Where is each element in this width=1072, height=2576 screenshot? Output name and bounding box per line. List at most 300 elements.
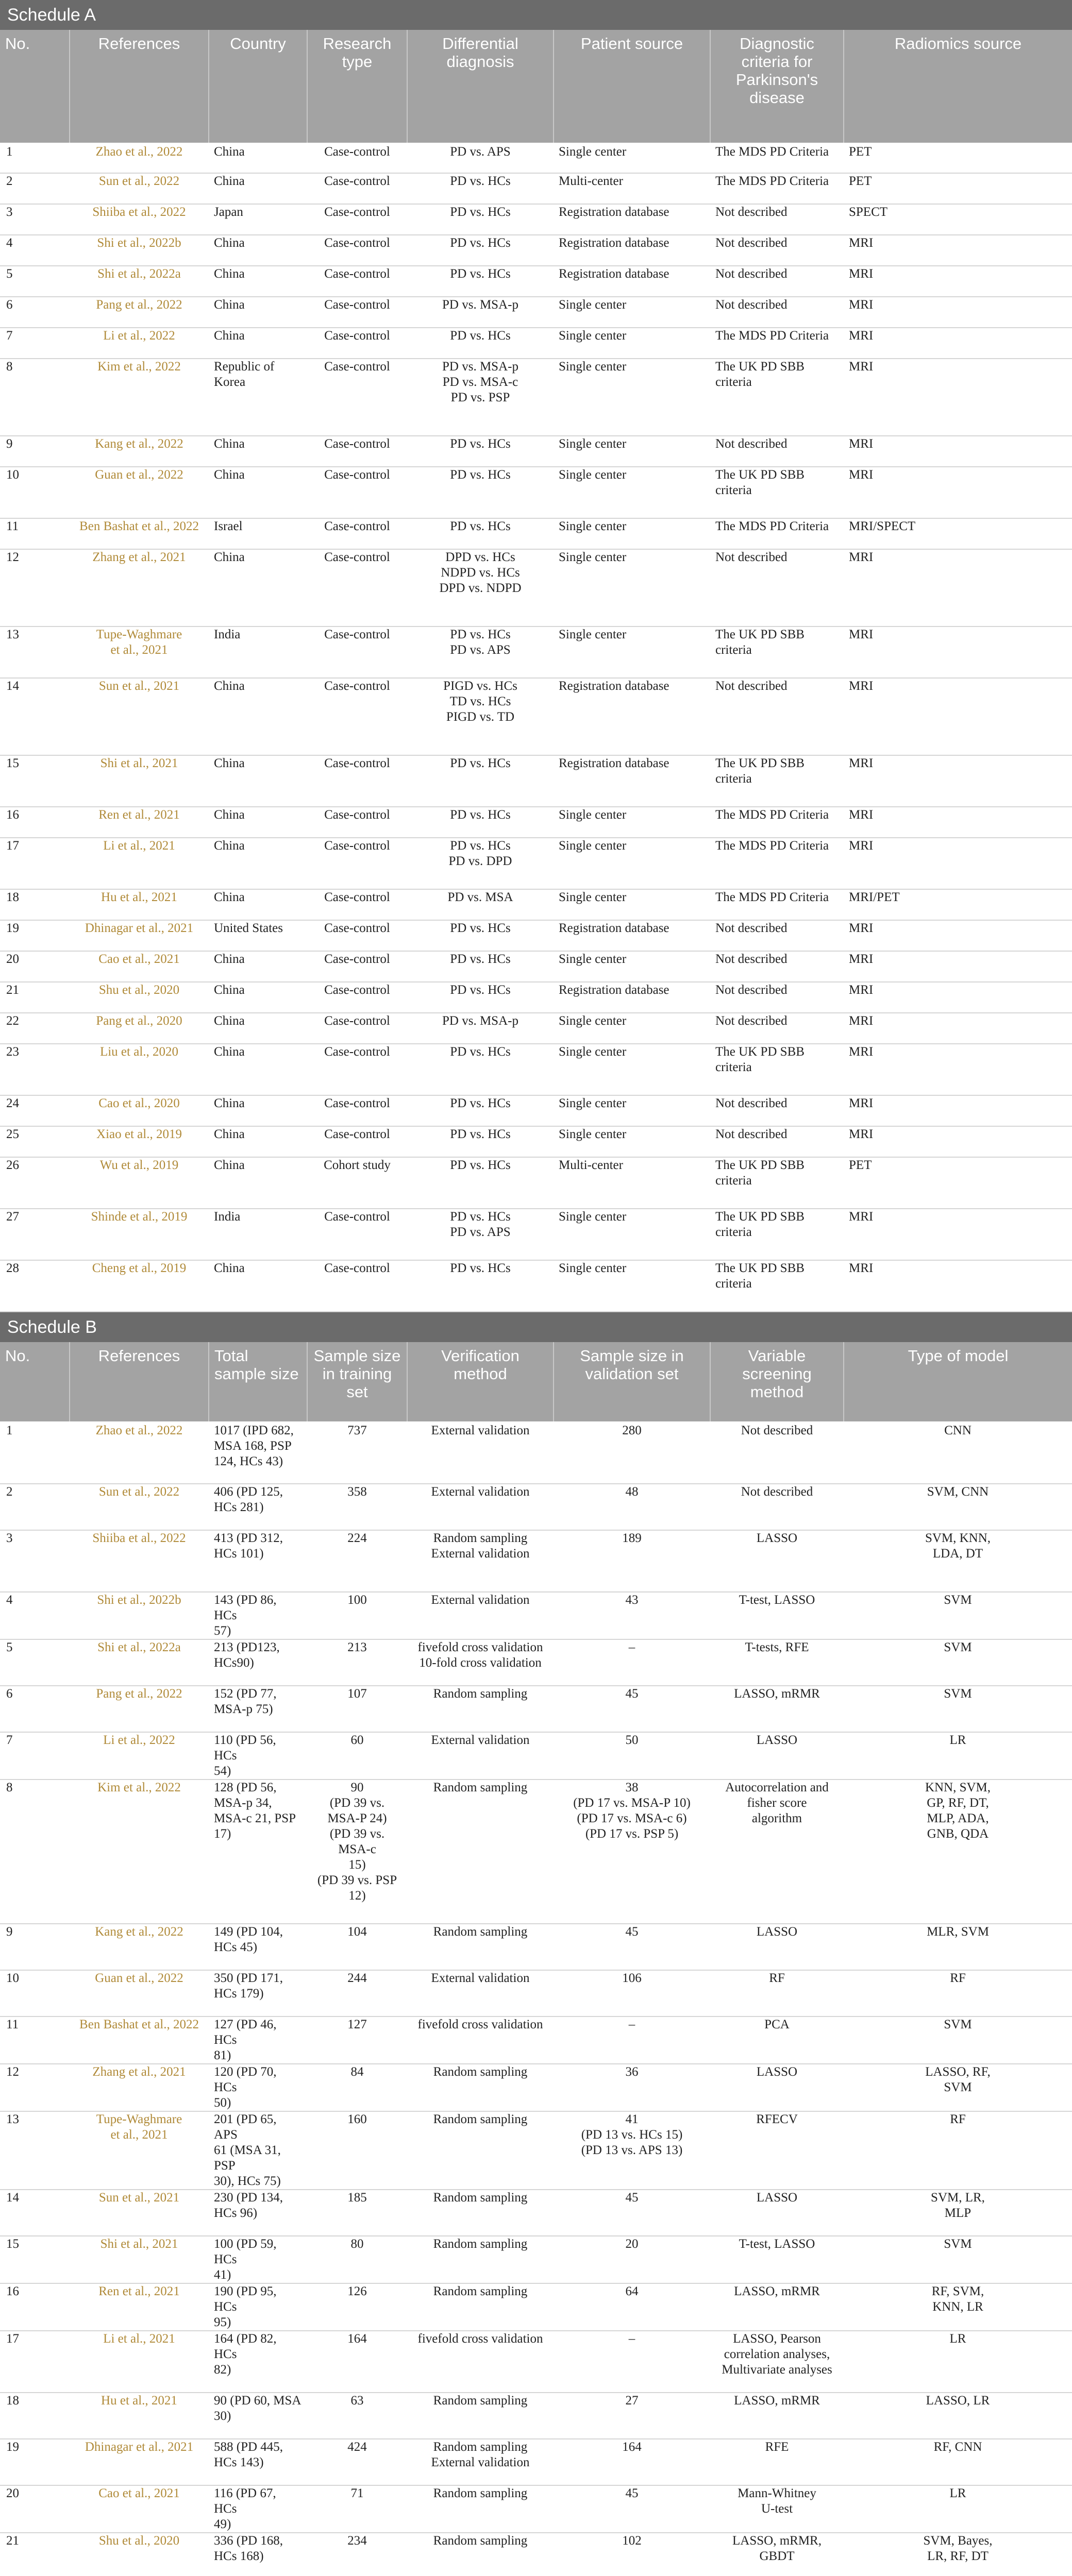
reference-link[interactable]: Kang et al., 2022 xyxy=(70,1924,209,1970)
table-row xyxy=(0,1732,1072,1780)
reference-link[interactable]: Dhinagar et al., 2021 xyxy=(70,920,209,951)
table-cell: Case-control xyxy=(307,359,407,436)
table-cell: Random sampling xyxy=(407,2393,554,2439)
table-cell: LASSO, mRMR xyxy=(710,2283,844,2331)
schedule-a-header-4: Differential diagnosis xyxy=(407,30,554,143)
table-cell: China xyxy=(209,173,307,204)
table-cell: Not described xyxy=(710,549,844,626)
table-cell: RF xyxy=(844,2111,1072,2190)
table-row xyxy=(0,1970,1072,2016)
table-cell: Registration database xyxy=(554,920,710,951)
schedule-a-header-3: Research type xyxy=(307,30,407,143)
table-row xyxy=(0,2064,1072,2111)
table-cell: MRI xyxy=(844,1095,1072,1126)
reference-link[interactable]: Wu et al., 2019 xyxy=(70,1157,209,1209)
schedule-a-title: Schedule A xyxy=(0,0,1072,30)
table-cell: Case-control xyxy=(307,889,407,920)
table-cell: MRI xyxy=(844,1126,1072,1157)
table-cell: MRI xyxy=(844,982,1072,1013)
table-cell: Case-control xyxy=(307,982,407,1013)
table-cell: 43 xyxy=(554,1592,710,1639)
table-cell: 358 xyxy=(307,1484,407,1530)
reference-link[interactable]: Shi et al., 2022a xyxy=(70,1639,209,1686)
table-cell: External validation xyxy=(407,1592,554,1639)
reference-link[interactable]: Ben Bashat et al., 2022 xyxy=(70,518,209,549)
table-cell: China xyxy=(209,1260,307,1312)
table-cell: PD vs. HCs xyxy=(407,235,554,266)
table-cell: Case-control xyxy=(307,755,407,807)
reference-link[interactable]: Zhang et al., 2021 xyxy=(70,549,209,626)
table-cell: 80 xyxy=(307,2236,407,2283)
table-cell: Case-control xyxy=(307,1095,407,1126)
table-cell: 3 xyxy=(0,204,70,235)
table-cell: 4 xyxy=(0,235,70,266)
table-cell: Case-control xyxy=(307,920,407,951)
table-cell: MRI xyxy=(844,755,1072,807)
table-row xyxy=(0,1484,1072,1530)
table-row xyxy=(0,2190,1072,2236)
table-cell: The UK PD SBB criteria xyxy=(710,467,844,518)
table-cell: 224 xyxy=(307,1530,407,1592)
table-cell: 45 xyxy=(554,1924,710,1970)
table-cell: Not described xyxy=(710,235,844,266)
table-cell: PIGD vs. HCs TD vs. HCs PIGD vs. TD xyxy=(407,678,554,755)
table-row xyxy=(0,467,1072,518)
table-cell: China xyxy=(209,235,307,266)
table-cell: China xyxy=(209,1157,307,1209)
table-cell: 350 (PD 171, HCs 179) xyxy=(209,1970,307,2016)
table-cell: 38 (PD 17 vs. MSA-P 10) (PD 17 vs. MSA-c 6) (PD 17 vs. PSP 5) xyxy=(554,1780,710,1924)
table-cell: PET xyxy=(844,173,1072,204)
table-cell: LASSO, mRMR xyxy=(710,1686,844,1732)
table-cell: China xyxy=(209,297,307,328)
table-cell: 127 xyxy=(307,2016,407,2064)
table-cell: 11 xyxy=(0,2016,70,2064)
table-cell: Random sampling xyxy=(407,2236,554,2283)
schedule-b-header-0: No. xyxy=(0,1342,70,1422)
table-cell: PD vs. HCs xyxy=(407,982,554,1013)
table-cell: 1 xyxy=(0,1422,70,1484)
reference-link[interactable]: Tupe-Waghmare et al., 2021 xyxy=(70,2111,209,2190)
reference-link[interactable]: Shinde et al., 2019 xyxy=(70,1209,209,1260)
table-cell: Single center xyxy=(554,1260,710,1312)
table-cell: 100 xyxy=(307,1592,407,1639)
table-cell: 120 (PD 70, HCs 50) xyxy=(209,2064,307,2111)
table-row xyxy=(0,838,1072,889)
table-row xyxy=(0,297,1072,328)
table-cell: United States xyxy=(209,920,307,951)
table-cell: 128 (PD 56, MSA-p 34, MSA-c 21, PSP 17) xyxy=(209,1780,307,1924)
table-cell: PD vs. HCs xyxy=(407,1044,554,1095)
table-cell: 110 (PD 56, HCs 54) xyxy=(209,1732,307,1780)
table-cell: Case-control xyxy=(307,951,407,982)
table-row xyxy=(0,1422,1072,1484)
table-cell: 127 (PD 46, HCs 81) xyxy=(209,2016,307,2064)
table-cell: 90 (PD 60, MSA 30) xyxy=(209,2393,307,2439)
table-cell: MRI xyxy=(844,951,1072,982)
table-cell: MRI xyxy=(844,549,1072,626)
schedule-b-header-1: References xyxy=(70,1342,209,1422)
table-cell: The UK PD SBB criteria xyxy=(710,1044,844,1095)
table-cell: Not described xyxy=(710,951,844,982)
reference-link[interactable]: Xiao et al., 2019 xyxy=(70,1126,209,1157)
table-cell: Registration database xyxy=(554,755,710,807)
reference-link[interactable]: Sun et al., 2022 xyxy=(70,1484,209,1530)
reference-link[interactable]: Cao et al., 2021 xyxy=(70,951,209,982)
table-cell: Single center xyxy=(554,1013,710,1044)
table-cell: 11 xyxy=(0,518,70,549)
schedule-b-title: Schedule B xyxy=(0,1312,1072,1342)
table-row xyxy=(0,266,1072,297)
table-cell: China xyxy=(209,266,307,297)
table-cell: External validation xyxy=(407,1732,554,1780)
table-cell: China xyxy=(209,889,307,920)
table-cell: PD vs. MSA-p PD vs. MSA-c PD vs. PSP xyxy=(407,359,554,436)
table-cell: Case-control xyxy=(307,173,407,204)
table-cell: China xyxy=(209,1095,307,1126)
table-row xyxy=(0,1095,1072,1126)
table-cell: Registration database xyxy=(554,678,710,755)
table-row xyxy=(0,1592,1072,1639)
table-cell: 149 (PD 104, HCs 45) xyxy=(209,1924,307,1970)
table-cell: 20 xyxy=(0,951,70,982)
table-cell: 20 xyxy=(554,2236,710,2283)
table-cell: 16 xyxy=(0,2283,70,2331)
schedule-a-header-5: Patient source xyxy=(554,30,710,143)
table-cell: MRI xyxy=(844,1044,1072,1095)
table-cell: Single center xyxy=(554,549,710,626)
table-row xyxy=(0,2236,1072,2283)
table-cell: 7 xyxy=(0,1732,70,1780)
table-row xyxy=(0,2485,1072,2533)
table-cell: The UK PD SBB criteria xyxy=(710,1157,844,1209)
reference-link[interactable]: Ren et al., 2021 xyxy=(70,807,209,838)
table-cell: 280 xyxy=(554,1422,710,1484)
schedule-b-table xyxy=(0,1342,1072,2576)
table-cell: – xyxy=(554,2331,710,2393)
table-cell: Random sampling xyxy=(407,2485,554,2533)
reference-link[interactable]: Cheng et al., 2019 xyxy=(70,1260,209,1312)
table-cell: China xyxy=(209,838,307,889)
reference-link[interactable]: Guan et al., 2022 xyxy=(70,467,209,518)
table-cell: 45 xyxy=(554,2485,710,2533)
table-cell: Registration database xyxy=(554,204,710,235)
table-cell: MRI xyxy=(844,1209,1072,1260)
reference-link[interactable]: Pang et al., 2022 xyxy=(70,1686,209,1732)
table-row xyxy=(0,1013,1072,1044)
table-cell: The UK PD SBB criteria xyxy=(710,755,844,807)
table-cell: Random sampling xyxy=(407,1924,554,1970)
table-cell: MRI xyxy=(844,807,1072,838)
table-cell: PD vs. HCs PD vs. APS xyxy=(407,626,554,678)
table-cell: 45 xyxy=(554,2190,710,2236)
table-cell: Single center xyxy=(554,328,710,359)
table-cell: 18 xyxy=(0,2393,70,2439)
schedule-b-header-4: Verification method xyxy=(407,1342,554,1422)
table-cell: SVM xyxy=(844,1592,1072,1639)
table-cell: Random sampling xyxy=(407,2064,554,2111)
table-cell: 1017 (IPD 682, MSA 168, PSP 124, HCs 43) xyxy=(209,1422,307,1484)
table-cell: 406 (PD 125, HCs 281) xyxy=(209,1484,307,1530)
schedule-b-header-3: Sample size in training set xyxy=(307,1342,407,1422)
reference-link[interactable]: Pang et al., 2020 xyxy=(70,1013,209,1044)
table-cell: 21 xyxy=(0,982,70,1013)
reference-link[interactable]: Shiiba et al., 2022 xyxy=(70,204,209,235)
table-cell: 116 (PD 67, HCs 49) xyxy=(209,2485,307,2533)
table-row xyxy=(0,626,1072,678)
table-cell: MRI xyxy=(844,678,1072,755)
table-cell: 143 (PD 86, HCs 57) xyxy=(209,1592,307,1639)
table-cell: PD vs. HCs PD vs. APS xyxy=(407,1209,554,1260)
table-cell: 104 xyxy=(307,1924,407,1970)
reference-link[interactable]: Li et al., 2021 xyxy=(70,2331,209,2393)
table-cell: SVM xyxy=(844,2236,1072,2283)
table-cell: 8 xyxy=(0,1780,70,1924)
table-cell: SVM, CNN xyxy=(844,1484,1072,1530)
table-cell: Random sampling External validation xyxy=(407,2439,554,2485)
table-cell: 9 xyxy=(0,1924,70,1970)
table-cell: 14 xyxy=(0,678,70,755)
table-cell: MRI xyxy=(844,920,1072,951)
table-row xyxy=(0,982,1072,1013)
table-cell: Cohort study xyxy=(307,1157,407,1209)
reference-link[interactable]: Kang et al., 2022 xyxy=(70,436,209,467)
reference-link[interactable]: Cao et al., 2021 xyxy=(70,2485,209,2533)
table-cell: KNN, SVM, GP, RF, DT, MLP, ADA, GNB, QDA xyxy=(844,1780,1072,1924)
reference-link[interactable]: Shi et al., 2022b xyxy=(70,235,209,266)
reference-link[interactable]: Dhinagar et al., 2021 xyxy=(70,2439,209,2485)
table-cell: PD vs. HCs xyxy=(407,328,554,359)
table-cell: fivefold cross validation xyxy=(407,2331,554,2393)
table-cell: LASSO, RF, SVM xyxy=(844,2064,1072,2111)
table-cell: SPECT xyxy=(844,204,1072,235)
table-cell: 230 (PD 134, HCs 96) xyxy=(209,2190,307,2236)
table-cell: MRI/PET xyxy=(844,889,1072,920)
table-cell: LASSO, LR xyxy=(844,2393,1072,2439)
reference-link[interactable]: Cao et al., 2020 xyxy=(70,1095,209,1126)
reference-link[interactable]: Sun et al., 2022 xyxy=(70,173,209,204)
reference-link[interactable]: Zhang et al., 2021 xyxy=(70,2064,209,2111)
reference-link[interactable]: Ren et al., 2021 xyxy=(70,2283,209,2331)
table-cell: Case-control xyxy=(307,297,407,328)
table-cell: China xyxy=(209,143,307,173)
table-cell: Case-control xyxy=(307,467,407,518)
table-cell: RF xyxy=(710,1970,844,2016)
table-cell: 63 xyxy=(307,2393,407,2439)
table-cell: PD vs. HCs xyxy=(407,173,554,204)
table-cell: Single center xyxy=(554,1126,710,1157)
reference-link[interactable]: Shi et al., 2021 xyxy=(70,755,209,807)
table-cell: SVM xyxy=(844,1686,1072,1732)
table-cell: MRI xyxy=(844,838,1072,889)
table-cell: 189 xyxy=(554,1530,710,1592)
reference-link[interactable]: Zhao et al., 2022 xyxy=(70,1422,209,1484)
table-cell: 64 xyxy=(554,2283,710,2331)
reference-link[interactable]: Shu et al., 2020 xyxy=(70,2533,209,2576)
reference-link[interactable]: Shi et al., 2022b xyxy=(70,1592,209,1639)
table-cell: Not described xyxy=(710,204,844,235)
table-cell: The MDS PD Criteria xyxy=(710,173,844,204)
table-cell: Case-control xyxy=(307,838,407,889)
table-cell: External validation xyxy=(407,1970,554,2016)
table-cell: India xyxy=(209,1209,307,1260)
table-cell: 2 xyxy=(0,1484,70,1530)
table-cell: MRI xyxy=(844,467,1072,518)
table-cell: China xyxy=(209,951,307,982)
reference-link[interactable]: Li et al., 2022 xyxy=(70,328,209,359)
table-row xyxy=(0,1530,1072,1592)
reference-link[interactable]: Sun et al., 2021 xyxy=(70,678,209,755)
table-cell: 244 xyxy=(307,1970,407,2016)
table-cell: Random sampling xyxy=(407,1686,554,1732)
table-cell: Not described xyxy=(710,436,844,467)
table-cell: Random sampling xyxy=(407,2111,554,2190)
table-cell: 41 (PD 13 vs. HCs 15) (PD 13 vs. APS 13) xyxy=(554,2111,710,2190)
table-cell: Single center xyxy=(554,838,710,889)
reference-link[interactable]: Pang et al., 2022 xyxy=(70,297,209,328)
table-cell: Japan xyxy=(209,204,307,235)
table-cell: China xyxy=(209,1126,307,1157)
table-cell: MRI xyxy=(844,1260,1072,1312)
table-row xyxy=(0,2283,1072,2331)
table-cell: 424 xyxy=(307,2439,407,2485)
table-cell: 20 xyxy=(0,2485,70,2533)
table-row xyxy=(0,2533,1072,2576)
table-cell: Case-control xyxy=(307,143,407,173)
schedule-b-header-7: Type of model xyxy=(844,1342,1072,1422)
table-cell: China xyxy=(209,1013,307,1044)
table-cell: PET xyxy=(844,1157,1072,1209)
reference-link[interactable]: Tupe-Waghmare et al., 2021 xyxy=(70,626,209,678)
table-cell: MRI xyxy=(844,359,1072,436)
reference-link[interactable]: Shi et al., 2021 xyxy=(70,2236,209,2283)
table-cell: Registration database xyxy=(554,266,710,297)
table-cell: Not described xyxy=(710,1422,844,1484)
reference-link[interactable]: Shiiba et al., 2022 xyxy=(70,1530,209,1592)
table-row xyxy=(0,204,1072,235)
table-cell: China xyxy=(209,807,307,838)
reference-link[interactable]: Kim et al., 2022 xyxy=(70,359,209,436)
table-cell: SVM, KNN, LDA, DT xyxy=(844,1530,1072,1592)
table-cell: 24 xyxy=(0,1095,70,1126)
table-cell: Case-control xyxy=(307,1209,407,1260)
table-cell: Case-control xyxy=(307,266,407,297)
reference-link[interactable]: Zhao et al., 2022 xyxy=(70,143,209,173)
reference-link[interactable]: Sun et al., 2021 xyxy=(70,2190,209,2236)
table-cell: MRI xyxy=(844,1013,1072,1044)
table-cell: MRI xyxy=(844,328,1072,359)
table-cell: Case-control xyxy=(307,807,407,838)
table-cell: 106 xyxy=(554,1970,710,2016)
reference-link[interactable]: Shu et al., 2020 xyxy=(70,982,209,1013)
table-cell: 19 xyxy=(0,2439,70,2485)
schedule-b-header-5: Sample size in validation set xyxy=(554,1342,710,1422)
table-cell: MLR, SVM xyxy=(844,1924,1072,1970)
table-cell: 17 xyxy=(0,838,70,889)
table-cell: Single center xyxy=(554,1209,710,1260)
schedule-b-header-6: Variable screening method xyxy=(710,1342,844,1422)
table-row xyxy=(0,436,1072,467)
table-row xyxy=(0,328,1072,359)
table-cell: 126 xyxy=(307,2283,407,2331)
table-row xyxy=(0,1686,1072,1732)
table-cell: Autocorrelation and fisher score algorithm xyxy=(710,1780,844,1924)
table-cell: Single center xyxy=(554,143,710,173)
table-cell: 12 xyxy=(0,2064,70,2111)
table-cell: Multi-center xyxy=(554,173,710,204)
table-cell: Case-control xyxy=(307,1013,407,1044)
table-cell: MRI xyxy=(844,266,1072,297)
table-cell: PET xyxy=(844,143,1072,173)
table-row xyxy=(0,807,1072,838)
table-cell: Not described xyxy=(710,1126,844,1157)
table-cell: 50 xyxy=(554,1732,710,1780)
table-cell: LR xyxy=(844,1732,1072,1780)
table-cell: The UK PD SBB criteria xyxy=(710,1260,844,1312)
table-cell: Case-control xyxy=(307,328,407,359)
table-cell: Israel xyxy=(209,518,307,549)
table-cell: Not described xyxy=(710,266,844,297)
table-cell: RF, SVM, KNN, LR xyxy=(844,2283,1072,2331)
reference-link[interactable]: Guan et al., 2022 xyxy=(70,1970,209,2016)
table-cell: India xyxy=(209,626,307,678)
table-cell: PD vs. HCs xyxy=(407,1095,554,1126)
table-cell: 160 xyxy=(307,2111,407,2190)
schedule-a-table xyxy=(0,30,1072,1312)
table-cell: 737 xyxy=(307,1422,407,1484)
table-cell: 201 (PD 65, APS 61 (MSA 31, PSP 30), HCs 75) xyxy=(209,2111,307,2190)
reference-link[interactable]: Liu et al., 2020 xyxy=(70,1044,209,1095)
reference-link[interactable]: Hu et al., 2021 xyxy=(70,2393,209,2439)
table-cell: LASSO, mRMR, GBDT xyxy=(710,2533,844,2576)
table-cell: 588 (PD 445, HCs 143) xyxy=(209,2439,307,2485)
table-cell: 60 xyxy=(307,1732,407,1780)
table-cell: Registration database xyxy=(554,982,710,1013)
table-cell: Republic of Korea xyxy=(209,359,307,436)
table-cell: 9 xyxy=(0,436,70,467)
table-row xyxy=(0,359,1072,436)
table-cell: 164 xyxy=(307,2331,407,2393)
table-cell: Random sampling External validation xyxy=(407,1530,554,1592)
table-cell: 5 xyxy=(0,266,70,297)
table-cell: Single center xyxy=(554,951,710,982)
table-cell: PD vs. HCs PD vs. DPD xyxy=(407,838,554,889)
table-row xyxy=(0,2111,1072,2190)
table-cell: Not described xyxy=(710,1013,844,1044)
table-cell: LASSO xyxy=(710,2064,844,2111)
reference-link[interactable]: Li et al., 2022 xyxy=(70,1732,209,1780)
table-cell: Single center xyxy=(554,889,710,920)
reference-link[interactable]: Li et al., 2021 xyxy=(70,838,209,889)
table-cell: Random sampling xyxy=(407,2283,554,2331)
reference-link[interactable]: Ben Bashat et al., 2022 xyxy=(70,2016,209,2064)
reference-link[interactable]: Hu et al., 2021 xyxy=(70,889,209,920)
table-cell: The UK PD SBB criteria xyxy=(710,626,844,678)
reference-link[interactable]: Kim et al., 2022 xyxy=(70,1780,209,1924)
table-cell: Registration database xyxy=(554,235,710,266)
reference-link[interactable]: Shi et al., 2022a xyxy=(70,266,209,297)
table-cell: 25 xyxy=(0,1126,70,1157)
table-cell: PD vs. HCs xyxy=(407,755,554,807)
table-cell: Multi-center xyxy=(554,1157,710,1209)
table-row xyxy=(0,518,1072,549)
table-cell: 22 xyxy=(0,1013,70,1044)
table-row xyxy=(0,173,1072,204)
table-row xyxy=(0,143,1072,173)
table-row xyxy=(0,1780,1072,1924)
table-cell: Case-control xyxy=(307,518,407,549)
table-cell: PD vs. HCs xyxy=(407,518,554,549)
